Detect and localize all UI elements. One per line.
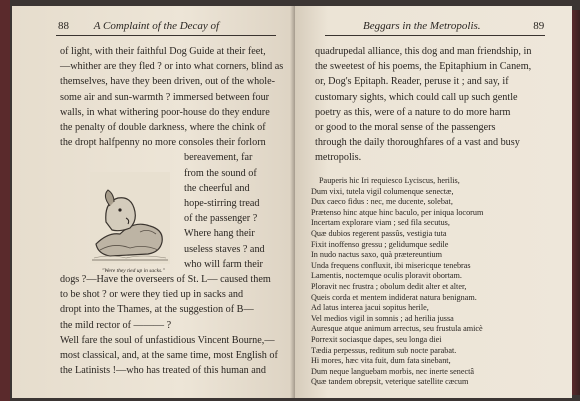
text-line: useless staves ? and: [184, 243, 265, 255]
left-page: [12, 6, 295, 398]
text-line: the Latinists !—who has treated of this human and: [60, 365, 266, 377]
text-line: In nudo nactus saxo, quà prætereuntium: [311, 250, 442, 260]
text-line: customary sights, which could call up such gentle: [315, 91, 518, 103]
left-page-header: [58, 20, 219, 32]
text-line: Dum neque languebam morbis, nec inerte senectâ: [311, 366, 475, 376]
text-line: the penalty of double darkness, where the chink of: [60, 122, 266, 133]
text-line: the sweetest of his poems, the Epitaphium in Canem,: [315, 61, 532, 73]
text-line: some air and sun-warmth ? immersed between four: [60, 91, 270, 103]
text-line: Tædia perpessus, reditum sub nocte parabat.: [311, 345, 457, 355]
text-line: Hi mores, hæc vita fuit, dum fata sinebant,: [311, 356, 451, 366]
text-line: to be shot ? or were they tied up in sacks and: [60, 289, 244, 301]
running-head: A Complaint of the Decay of: [93, 20, 220, 32]
text-line: Fixit inoffenso gressu ; gelidumque sedile: [311, 239, 449, 249]
text-line: —whither are they fled ? or into what corners, blind as: [60, 61, 284, 73]
text-line: from the sound of: [184, 167, 257, 179]
text-line: Dum vixi, tutela vigil columenque senectæ,: [311, 186, 454, 196]
text-line: who will farm their: [184, 258, 263, 270]
text-line: Incertam explorare viam ; sed fila secutus,: [311, 218, 450, 228]
running-head: Beggars in the Metropolis.: [363, 20, 481, 32]
text-line: Auresque atque animum arrectus, seu frustula amicè: [311, 324, 483, 334]
right-page-header: [363, 20, 544, 32]
text-line: most classical, and, at the same time, most English of: [60, 350, 278, 361]
text-line: dropt into the Thames, at the suggestion of B—: [60, 304, 254, 316]
text-line: or good to the moral sense of the passengers: [315, 122, 496, 133]
text-line: themselves, have they been driven, out of the whole-: [60, 76, 276, 88]
header-rule: [56, 35, 276, 36]
page-number: 88: [58, 20, 69, 32]
right-page: [295, 6, 572, 398]
header-rule: [325, 35, 545, 36]
text-line: Dux caeco fidus : nec, me ducente, solebat,: [311, 197, 453, 207]
text-line: quadrupedal alliance, this dog and man friendship, in: [315, 46, 532, 57]
illustration-caption: "Were they tied up in sacks.": [102, 268, 165, 274]
text-line: walls, in what withering poor-house do they endure: [60, 106, 270, 118]
text-line: of the passenger ?: [184, 213, 258, 225]
text-line: the dropt halfpenny no more consoles their forlorn: [60, 137, 266, 149]
text-line: through the daily thoroughfares of a vast and busy: [315, 137, 520, 149]
text-line: poetry as this, were of a nature to do more harm: [315, 106, 511, 118]
page-number: 89: [533, 20, 545, 32]
text-line: or, Dog's Epitaph. Reader, peruse it ; and say, if: [315, 76, 509, 88]
text-line: Vel medios vigil in somnis ; ad herilia jussa: [311, 313, 454, 323]
text-line: Unda frequens confluxit, ibi misericque tenebras: [311, 260, 471, 270]
text-line: Pauperis hic Iri requiesco Lyciscus, herilis,: [319, 176, 460, 185]
book-cover-edge-right: [572, 10, 580, 395]
text-line: the cheerful and: [184, 182, 250, 194]
text-line: Quæ dubios regerent passûs, vestigia tuta: [311, 229, 447, 238]
text-line: Where hang their: [184, 228, 255, 240]
text-line: Well fare the soul of unfastidious Vincent Bourne,—: [60, 334, 275, 346]
text-line: of light, with their faithful Dog Guide at their feet,: [60, 46, 266, 57]
book-cover-edge: [0, 0, 10, 401]
text-line: Lamentis, noctemque oculis ploravit obortam.: [311, 271, 462, 281]
text-line: Queis corda et mentem indiderat natura benignam.: [311, 292, 477, 302]
text-line: Prætenso hinc atque hinc baculo, per iniqua locorum: [311, 207, 484, 217]
text-line: dogs ?—Have the overseers of St. L— caused them: [60, 274, 271, 285]
text-line: Porrexit sociasque dapes, seu longa diei: [311, 335, 442, 344]
text-line: Ploravit nec frustra ; obolum dedit alter et alter,: [311, 282, 467, 291]
dog-illustration: [90, 172, 170, 264]
text-line: Ad latus interea jacui sopitus herile,: [311, 303, 429, 313]
text-line: metropolis.: [315, 152, 362, 164]
text-line: Quæ tandem obrepsit, veterique satellite cæcum: [311, 377, 469, 387]
text-line: the mild rector of ——— ?: [60, 319, 172, 331]
text-line: bereavement, far: [184, 152, 253, 164]
text-line: hope-stirring tread: [184, 198, 260, 209]
